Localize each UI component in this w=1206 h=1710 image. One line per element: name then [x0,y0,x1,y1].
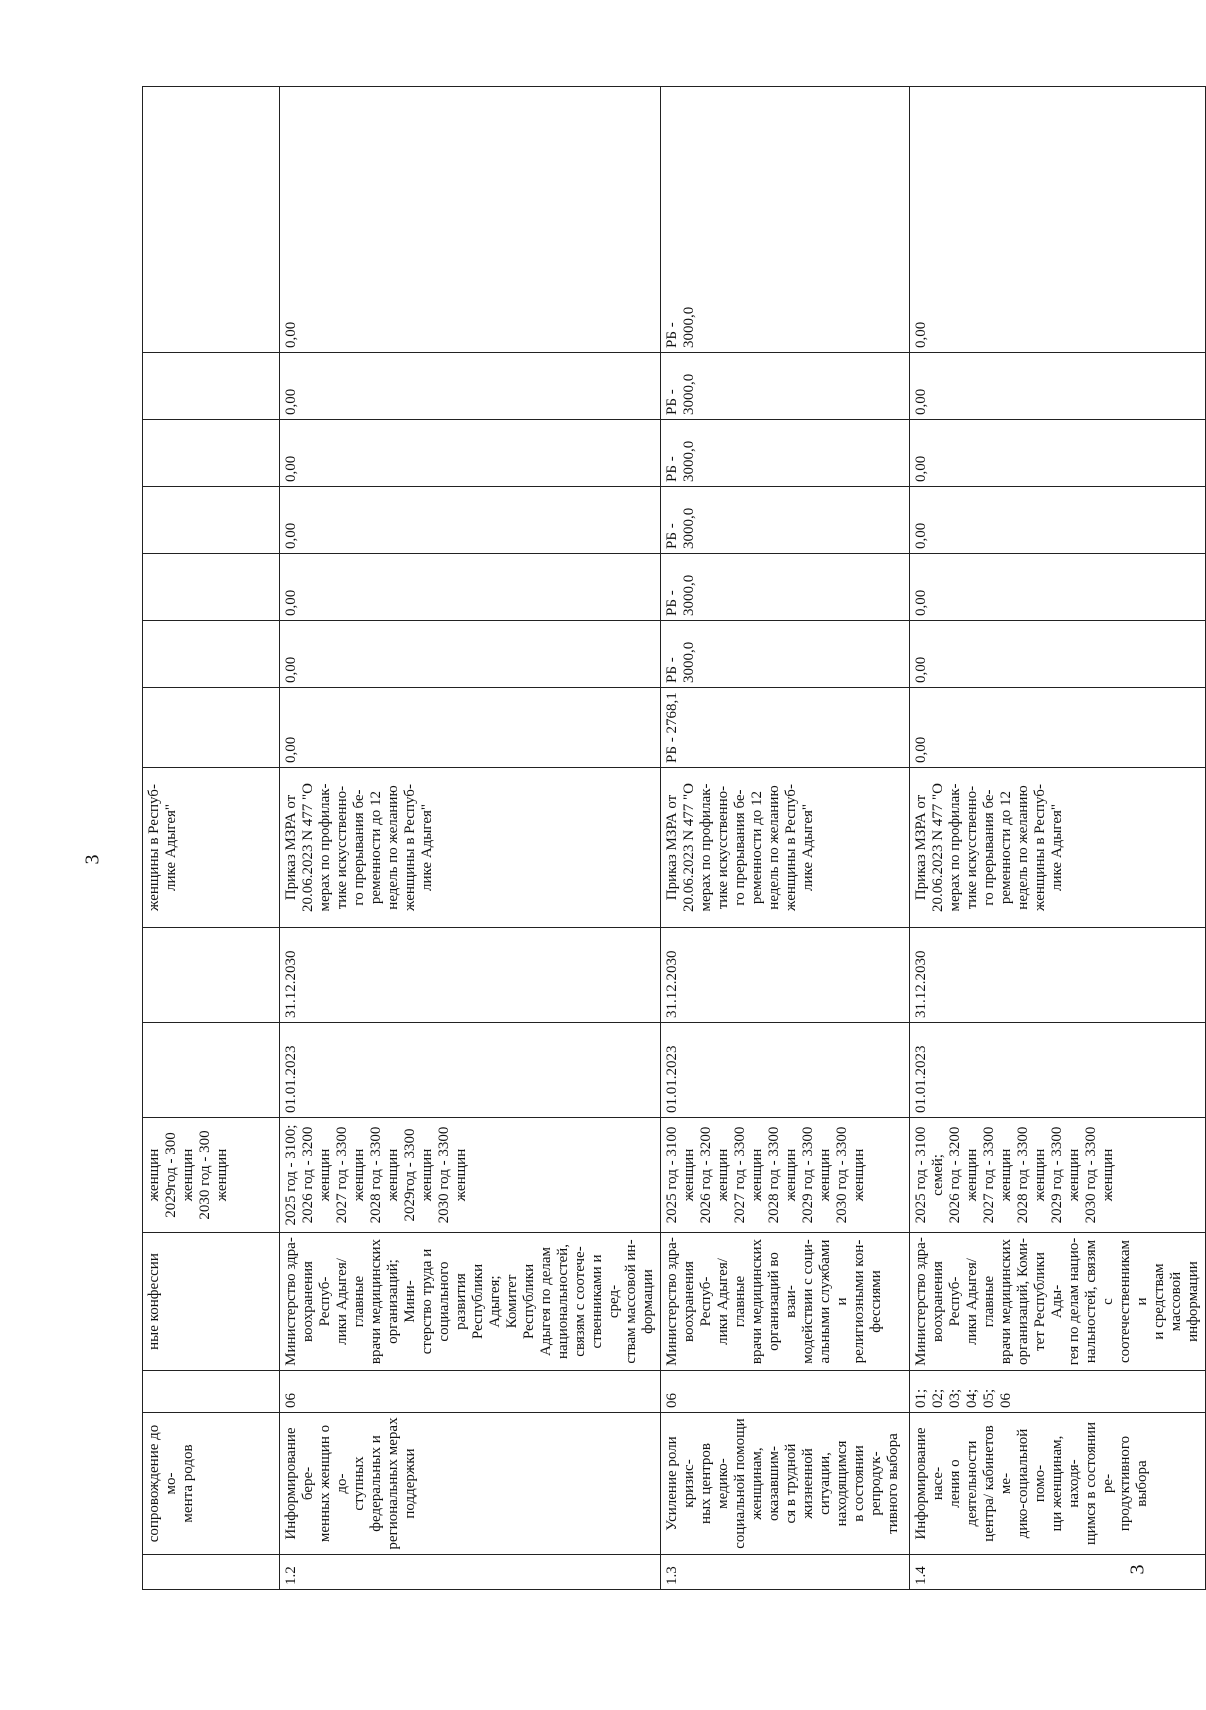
year-cell [143,554,280,621]
row-number: 1.2 [280,1555,661,1590]
table-row [661,87,910,1590]
year-cell: РБ - 3000,0 [661,621,910,688]
year-cell: 0,00 [910,621,1206,688]
page-number-bottom: 3 [1126,1564,1149,1575]
document-cell: Приказ МЗРА от 20.06.2023 N 477 "О мерах по профилак- тике искусственно- го прерывания бе- ременности до 12 недель по желанию женщины в Респуб- лике Адыгея" [661,768,910,928]
start-date-cell: 01.01.2023 [280,1023,661,1118]
year-cell: 0,00 [280,487,661,554]
row-number [143,1555,280,1590]
year-cell: РБ - 3000,0 [661,554,910,621]
total-cell [143,688,280,768]
end-date-cell: 31.12.2030 [910,928,1206,1023]
year-cell: 0,00 [910,87,1206,353]
end-date-cell: 31.12.2030 [661,928,910,1023]
start-date-cell: 01.01.2023 [661,1023,910,1118]
table-row [143,87,280,1590]
year-cell: 0,00 [910,554,1206,621]
event-cell: Усиление роли кризис- ных центров медико- социальной помощи женщинам, оказавшим- ся в трудной жизненной ситуации, находящимся в состоянии репродук- тивного выбора [661,1413,910,1555]
executors-cell: Министерство здра- воохранения Респуб- лики Адыгея/главные врачи медицинских организаций, Коми- тет Республики Ады- гея по делам нацио- нальностей, связям с соотечественниками и средствам массовой информации [910,1233,1206,1371]
event-cell: сопровождение до мо- мента родов [143,1413,280,1555]
tasks-cell: 06 [661,1371,910,1413]
indicator-cell: 2025 год - 3100 семей; 2026 год - 3200 женщин 2027 год - 3300 женщин 2028 год - 3300 женщин 2029 год - 3300 женщин 2030 год - 3300 женщин [910,1118,1206,1233]
executors-cell: Министерство здра- воохранения Респуб- лики Адыгея/главные врачи медицинских организаций; Мини- стерство труда и социального развития Республики Адыгея; Комитет Республики Адыгея по делам национальностей, связям с соотече- ственниками и сред- ствам массовой ин- формации [280,1233,661,1371]
year-cell [143,487,280,554]
tasks-cell [143,1371,280,1413]
row-number: 1.3 [661,1555,910,1590]
document-cell: Приказ МЗРА от 20.06.2023 N 477 "О мерах по профилак- тике искусственно- го прерывания бе- ременности до 12 недель по желанию женщины в Респуб- лике Адыгея" [280,768,661,928]
year-cell: 0,00 [280,353,661,420]
year-cell: 0,00 [280,554,661,621]
document-cell: женщины в Респуб- лике Адыгея" [143,768,280,928]
year-cell: 0,00 [280,420,661,487]
start-date-cell: 01.01.2023 [910,1023,1206,1118]
tasks-cell: 01; 02; 03; 04; 05; 06 [910,1371,1206,1413]
page-number-top: 3 [81,854,104,865]
document-table-area [142,88,1201,1590]
event-cell: Информирование насе- ления о деятельности центра/ кабинетов ме- дико-социальной помо- щи женщинам, находя- щимся в состоянии ре- продуктивного выбора [910,1413,1206,1555]
year-cell: 0,00 [280,87,661,353]
table-row [910,87,1206,1590]
event-cell: Информирование бере- менных женщин о до- ступных федеральных и региональных мерах поддержки [280,1413,661,1555]
total-cell: РБ - 2768,1 [661,688,910,768]
indicator-cell: 2025 год - 3100 женщин 2026 год - 3200 женщин 2027 год - 3300 женщин 2028 год - 3300 женщин 2029 год - 3300 женщин 2030 год - 3300 женщин [661,1118,910,1233]
row-number: 1.4 [910,1555,1206,1590]
year-cell: 0,00 [910,420,1206,487]
year-cell: 0,00 [910,487,1206,554]
indicator-cell: женщин 2029год - 300 женщин 2030 год - 300 женщин [143,1118,280,1233]
year-cell: РБ - 3000,0 [661,487,910,554]
end-date-cell [143,928,280,1023]
year-cell: РБ - 3000,0 [661,87,910,353]
year-cell [143,621,280,688]
executors-cell: ные конфессии [143,1233,280,1371]
document-cell: Приказ МЗРА от 20.06.2023 N 477 "О мерах по профилак- тике искусственно- го прерывания бе- ременности до 12 недель по желанию женщины в Респуб- лике Адыгея" [910,768,1206,928]
year-cell: РБ - 3000,0 [661,420,910,487]
table-row [280,87,661,1590]
program-table [142,86,1206,1590]
year-cell [143,420,280,487]
year-cell [143,87,280,353]
total-cell: 0,00 [910,688,1206,768]
year-cell: РБ - 3000,0 [661,353,910,420]
tasks-cell: 06 [280,1371,661,1413]
indicator-cell: 2025 год - 3100; 2026 год - 3200 женщин 2027 год - 3300 женщин 2028 год - 3300 женщин 2029год - 3300 женщин 2030 год - 3300 женщин [280,1118,661,1233]
year-cell: 0,00 [280,621,661,688]
year-cell: 0,00 [910,353,1206,420]
end-date-cell: 31.12.2030 [280,928,661,1023]
year-cell [143,353,280,420]
start-date-cell [143,1023,280,1118]
executors-cell: Министерство здра- воохранения Респуб- лики Адыгея/главные врачи медицинских организаций во взаи- модействии с соци- альными службами и религиозными кон- фессиями [661,1233,910,1371]
total-cell: 0,00 [280,688,661,768]
